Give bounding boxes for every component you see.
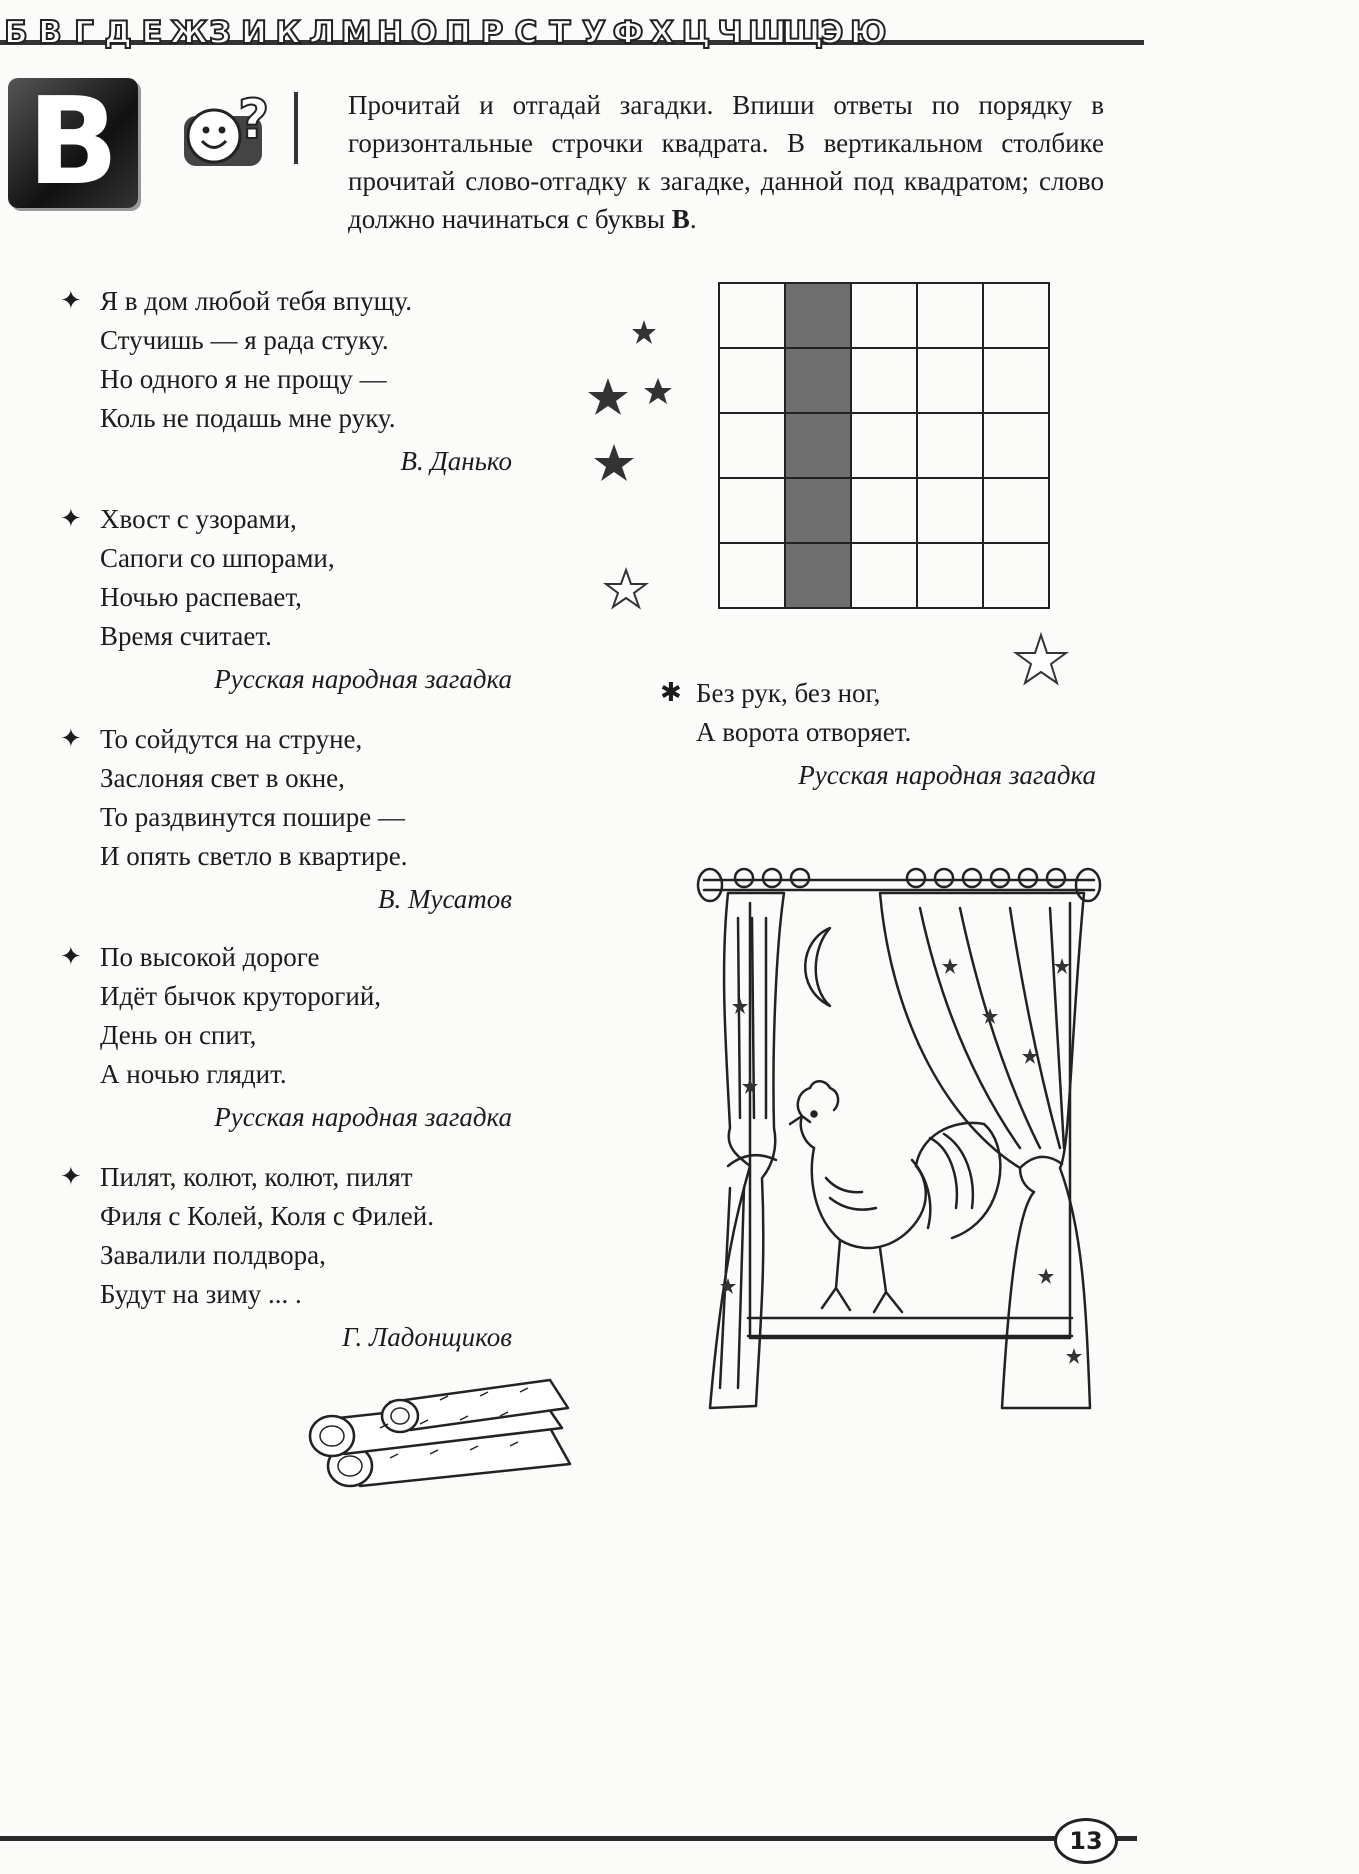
alphabet-strip: [0, 4, 1144, 62]
riddle-line: Идёт бычок круторогий,: [100, 981, 382, 1011]
crossword-cell[interactable]: [851, 348, 917, 413]
riddle-line: День он спит,: [100, 1020, 257, 1050]
crossword-cell[interactable]: [851, 283, 917, 348]
riddle-line: Время считает.: [100, 621, 272, 651]
crossword-key-cell[interactable]: [785, 283, 851, 348]
crossword-row: [719, 283, 1049, 348]
bullet-star-icon: ✦: [60, 724, 82, 754]
riddle-author: В. Данько: [400, 446, 512, 476]
alphabet-letter: З: [208, 15, 232, 51]
quiz-smiley-icon: [176, 86, 280, 172]
crossword-row: [719, 543, 1049, 608]
riddle-line: То сойдутся на струне,: [100, 724, 363, 754]
riddle-line: То раздвинутся пошире —: [100, 802, 405, 832]
crossword-cell[interactable]: [983, 413, 1049, 478]
alphabet-letter: Ж: [170, 15, 208, 51]
riddle-author: Русская народная загадка: [798, 760, 1096, 790]
alphabet-letter: М: [340, 15, 372, 51]
svg-text:?: ?: [238, 88, 270, 151]
firewood-logs-illustration: [300, 1368, 600, 1500]
riddle-line: А ворота отворяет.: [696, 717, 912, 747]
left-curtain: [710, 893, 784, 1408]
riddle-author: Русская народная загадка: [214, 664, 512, 694]
crossword-row: [719, 478, 1049, 543]
riddle-line: Пилят, колют, колют, пилят: [100, 1162, 413, 1192]
bullet-star-icon: ✦: [60, 286, 82, 316]
crossword-cell[interactable]: [917, 478, 983, 543]
riddle-line: И опять светло в квартире.: [100, 841, 408, 871]
riddle-line: Но одного я не прощу —: [100, 364, 387, 394]
bullet-star-icon: ✦: [60, 942, 82, 972]
alphabet-letter: Ф: [612, 15, 644, 51]
riddle-author: Русская народная загадка: [214, 1102, 512, 1132]
footer-line: [0, 1836, 1137, 1841]
alphabet-letter: Д: [104, 15, 132, 51]
alphabet-letter: П: [445, 15, 471, 51]
crossword-cell[interactable]: [851, 543, 917, 608]
alphabet-letter: Е: [141, 15, 163, 51]
alphabet-letter: Щ: [782, 15, 824, 51]
task-instruction: [348, 86, 1104, 238]
crossword-cell[interactable]: [719, 283, 785, 348]
alphabet-letter: О: [410, 15, 438, 51]
crossword-cell[interactable]: [917, 348, 983, 413]
riddle-line: А ночью глядит.: [100, 1059, 287, 1089]
crossword-cell[interactable]: [917, 543, 983, 608]
riddle-line: По высокой дороге: [100, 942, 320, 972]
alphabet-letter: Н: [377, 15, 403, 51]
section-letter: В: [8, 78, 138, 208]
riddle-1: [60, 282, 530, 481]
window-frame: [750, 903, 1070, 1338]
bullet-asterisk-icon: ✱: [660, 678, 682, 708]
page-number: 13: [1054, 1818, 1118, 1864]
riddle-3: [60, 720, 530, 919]
alphabet-letter: Э: [820, 15, 844, 51]
alphabet-letter: С: [514, 15, 538, 51]
crossword-cell[interactable]: [719, 413, 785, 478]
star-outline-icon: [606, 570, 646, 607]
key-riddle: [660, 674, 1100, 795]
alphabet-letter: И: [241, 15, 267, 51]
instruction-letter: В: [671, 204, 690, 234]
riddle-line: Без рук, без ног,: [696, 678, 881, 708]
star-icon: [594, 444, 634, 481]
riddle-2: [60, 500, 530, 699]
crossword-cell[interactable]: [851, 478, 917, 543]
crossword-key-cell[interactable]: [785, 478, 851, 543]
riddle-line: Я в дом любой тебя впущу.: [100, 286, 412, 316]
riddle-line: Хвост с узорами,: [100, 504, 297, 534]
crossword-cell[interactable]: [851, 413, 917, 478]
riddle-4: [60, 938, 530, 1137]
crossword-key-cell[interactable]: [785, 543, 851, 608]
alphabet-letter: Г: [74, 15, 94, 51]
decorative-stars: [580, 300, 700, 620]
crossword-key-cell[interactable]: [785, 348, 851, 413]
alphabet-letter: У: [582, 15, 606, 51]
alphabet-letter: Т: [549, 15, 571, 51]
crossword-grid: [718, 282, 1050, 609]
riddle-line: Сапоги со шпорами,: [100, 543, 335, 573]
alphabet-letter: Л: [309, 15, 335, 51]
crossword-cell[interactable]: [719, 543, 785, 608]
crossword-key-cell[interactable]: [785, 413, 851, 478]
alphabet-letter: Ю: [850, 15, 887, 51]
crossword-cell[interactable]: [917, 413, 983, 478]
crossword-cell[interactable]: [983, 283, 1049, 348]
riddle-author: Г. Ладонщиков: [342, 1322, 512, 1352]
riddle-line: Будут на зиму ... .: [100, 1279, 302, 1309]
star-icon: [644, 378, 672, 404]
window-rooster-illustration: [690, 848, 1108, 1418]
instruction-text: Прочитай и отгадай загадки. Впиши ответы по порядку в горизонтальные строчки квадрата. В вертикальном столбике прочитай слово-отгадку к загадке, данной под квадратом; слово должно начинаться с буквы: [348, 90, 1104, 234]
crossword-row: [719, 348, 1049, 413]
riddle-line: Завалили полдвора,: [100, 1240, 326, 1270]
alphabet-letter: Х: [650, 15, 674, 51]
crossword-cell[interactable]: [983, 348, 1049, 413]
alphabet-letter: Ц: [681, 15, 711, 51]
rooster: [790, 1081, 1000, 1312]
riddle-line: Стучишь — я рада стуку.: [100, 325, 389, 355]
bullet-star-icon: ✦: [60, 1162, 82, 1192]
bullet-star-icon: ✦: [60, 504, 82, 534]
crossword-row: [719, 413, 1049, 478]
riddle-author: В. Мусатов: [378, 884, 512, 914]
moon-icon: [805, 928, 830, 1006]
alphabet-letter: В: [38, 15, 62, 51]
riddle-line: Ночью распевает,: [100, 582, 302, 612]
alphabet-letter: Р: [480, 15, 504, 51]
instruction-end: .: [689, 204, 697, 234]
alphabet-letter: К: [275, 15, 301, 51]
alphabet-letter: Б: [4, 15, 28, 51]
crossword-cell[interactable]: [719, 348, 785, 413]
alphabet-letters: [0, 15, 887, 51]
header-divider: [294, 92, 298, 164]
crossword-cell[interactable]: [983, 478, 1049, 543]
star-icon: [588, 378, 628, 415]
alphabet-letter: Ч: [717, 15, 743, 51]
riddle-line: Филя с Колей, Коля с Филей.: [100, 1201, 434, 1231]
alphabet-letter: Ш: [748, 15, 787, 51]
crossword-cell[interactable]: [983, 543, 1049, 608]
window-sill: [748, 1318, 1072, 1336]
crossword-cell[interactable]: [917, 283, 983, 348]
crossword-cell[interactable]: [719, 478, 785, 543]
riddle-line: Заслоняя свет в окне,: [100, 763, 345, 793]
star-icon: [632, 320, 656, 344]
riddle-5: [60, 1158, 530, 1357]
riddle-line: Коль не подашь мне руку.: [100, 403, 396, 433]
crossword-table: [718, 282, 1050, 609]
